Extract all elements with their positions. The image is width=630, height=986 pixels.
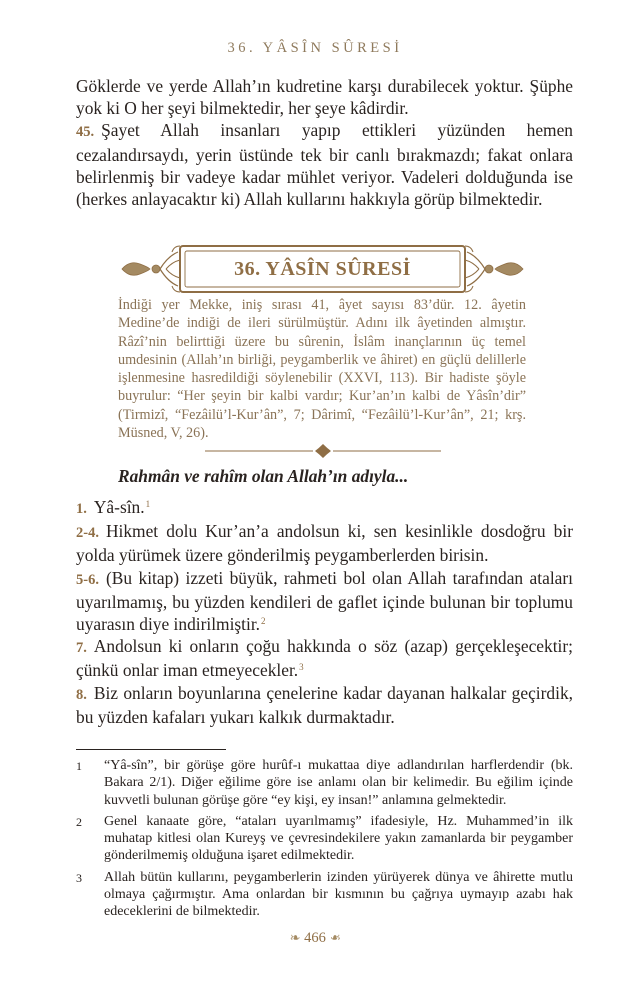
verse-number: 1. xyxy=(76,501,87,517)
verse-number: 7. xyxy=(76,640,87,657)
footnote-1 xyxy=(76,757,573,809)
verse-number: 8. xyxy=(76,686,87,703)
running-head: 36. YÂSÎN SÛRESİ xyxy=(227,40,403,56)
footnote-ref[interactable]: 2 xyxy=(261,616,266,627)
footnote-number: 3 xyxy=(76,870,82,885)
verse-text: Biz onların boyunlarına çenelerine kadar dayanan halkalar geçirdik, bu yüzden kafaları yukarı kalkık durmaktadır. xyxy=(76,682,573,727)
verse-text: Hikmet dolu Kur’an’a andolsun ki, sen kesinlikle dosdoğru bir yolda yürümek üzere gönderilmiş peygamberlerden birisin. xyxy=(76,521,573,566)
page-number: 466 xyxy=(304,930,326,946)
surah-title-banner xyxy=(120,242,525,296)
footnote-separator xyxy=(76,749,226,750)
footnote-ref[interactable]: 1 xyxy=(145,499,151,509)
verse-text: Yâ-sîn. xyxy=(93,497,145,517)
footnote-2 xyxy=(76,813,573,865)
footnote-ref[interactable]: 3 xyxy=(299,662,304,673)
page-number-footer xyxy=(0,930,630,947)
verse-number: 2-4. xyxy=(76,525,99,542)
verse-text: Şayet Allah insanları yapıp ettikleri yüzünden hemen cezalandırsaydı, yerin üstünde tek bir canlı bırakmazdı; fakat onlara belirlenmiş bir vadeye kadar mühlet veriyor. Vadeleri dolduğunda ise (herkes anlayacaktır ki) Allah kullarını hakkıyla görüp bilmektedir. xyxy=(76,120,573,210)
footnotes xyxy=(76,757,573,925)
verse-list xyxy=(76,496,573,728)
verse-45 xyxy=(76,119,573,210)
surah-introduction: İndiği yer Mekke, iniş sırası 41, âyet sayısı 83’dür. 12. âyetin Medine’de indiği de ileri sürülmüştür. Adını ilk âyetinden almıştır. Râzî’nin belirttiği üzere bu sûrenin, İslâm inançlarının üç temel umdesinin (Allah’ın birliği, peygamberlik ve âhiret) en güçlü delillerle işlenmesine hasredildiği söylenebilir (XXVI, 113). Bir hadiste şöyle buyrulur: “Her şeyin bir kalbi vardır; Kur’an’ın kalbi de Yâsîn’dir” (Tirmizî, “Fezâilü’l-Kur’ân”, 7; Dârimî, “Fezâilü’l-Kur’ân”, 21; krş. Müsned, V, 26). xyxy=(118,297,526,442)
basmala: Rahmân ve rahîm olan Allah’ın adıyla... xyxy=(118,466,409,486)
verse-text: Andolsun ki onların çoğu hakkında o söz (azap) gerçekleşecektir; çünkü onlar iman etmeyecekler. xyxy=(76,636,573,681)
verse-8 xyxy=(76,682,573,728)
verse-text: (Bu kitap) izzeti büyük, rahmeti bol olan Allah tarafından ataları uyarılmamış, bu yüzden kendileri de gaflet içinde bulunan bir toplumu uyarasın diye indirilmiştir. xyxy=(76,567,573,635)
previous-surah-ending xyxy=(76,75,573,210)
verse-number: 5-6. xyxy=(76,571,99,588)
verse-5-6 xyxy=(76,567,573,636)
verse-2-4 xyxy=(76,520,573,566)
footnote-text: Genel kanaate göre, “ataları uyarılmamış” ifadesiyle, Hz. Muhammed’in ilk muhatap kitlesi olan Kureyş ve çevresindekilere yakın zamanlarda bir peygamber gönderilmemiş olduğuna işaret edilmektedir. xyxy=(104,813,573,864)
footnote-number: 2 xyxy=(76,814,82,829)
right-ornament-icon: ❧︎ xyxy=(329,930,341,945)
section-divider-ornament xyxy=(205,443,441,459)
surah-title: 36. YÂSÎN SÛRESİ xyxy=(234,258,411,280)
footnote-3 xyxy=(76,869,573,921)
left-ornament-icon: ❧︎ xyxy=(289,930,301,945)
continuation-paragraph: Göklerde ve yerde Allah’ın kudretine karşı durabilecek yoktur. Şüphe yok ki O her şeyi bilmektedir, her şeye kâdirdir. xyxy=(76,76,573,119)
verse-1 xyxy=(76,496,573,520)
footnote-text: “Yâ-sîn”, bir görüşe göre hurûf-ı mukattaa diye adlandırılan harflerdendir (bk. Bakara 2/1). Diğer eğilime göre ise anlamı olan bir kelimedir. Bu eğilim içinde kuvvetli bulunan görüşe göre “ey kişi, ey insan!” anlamına gelmektedir. xyxy=(104,758,573,808)
footnote-number: 1 xyxy=(76,759,82,773)
verse-number: 45. xyxy=(76,124,95,141)
verse-7 xyxy=(76,635,573,681)
footnote-text: Allah bütün kullarını, peygamberlerin izinden yürüyerek dünya ve âhirette mutlu olmaya çağırmıştır. Ama onlardan bir kısmının bu çağrıya uymayıp azabı hak edeceklerini de bilmektedir. xyxy=(104,869,573,920)
